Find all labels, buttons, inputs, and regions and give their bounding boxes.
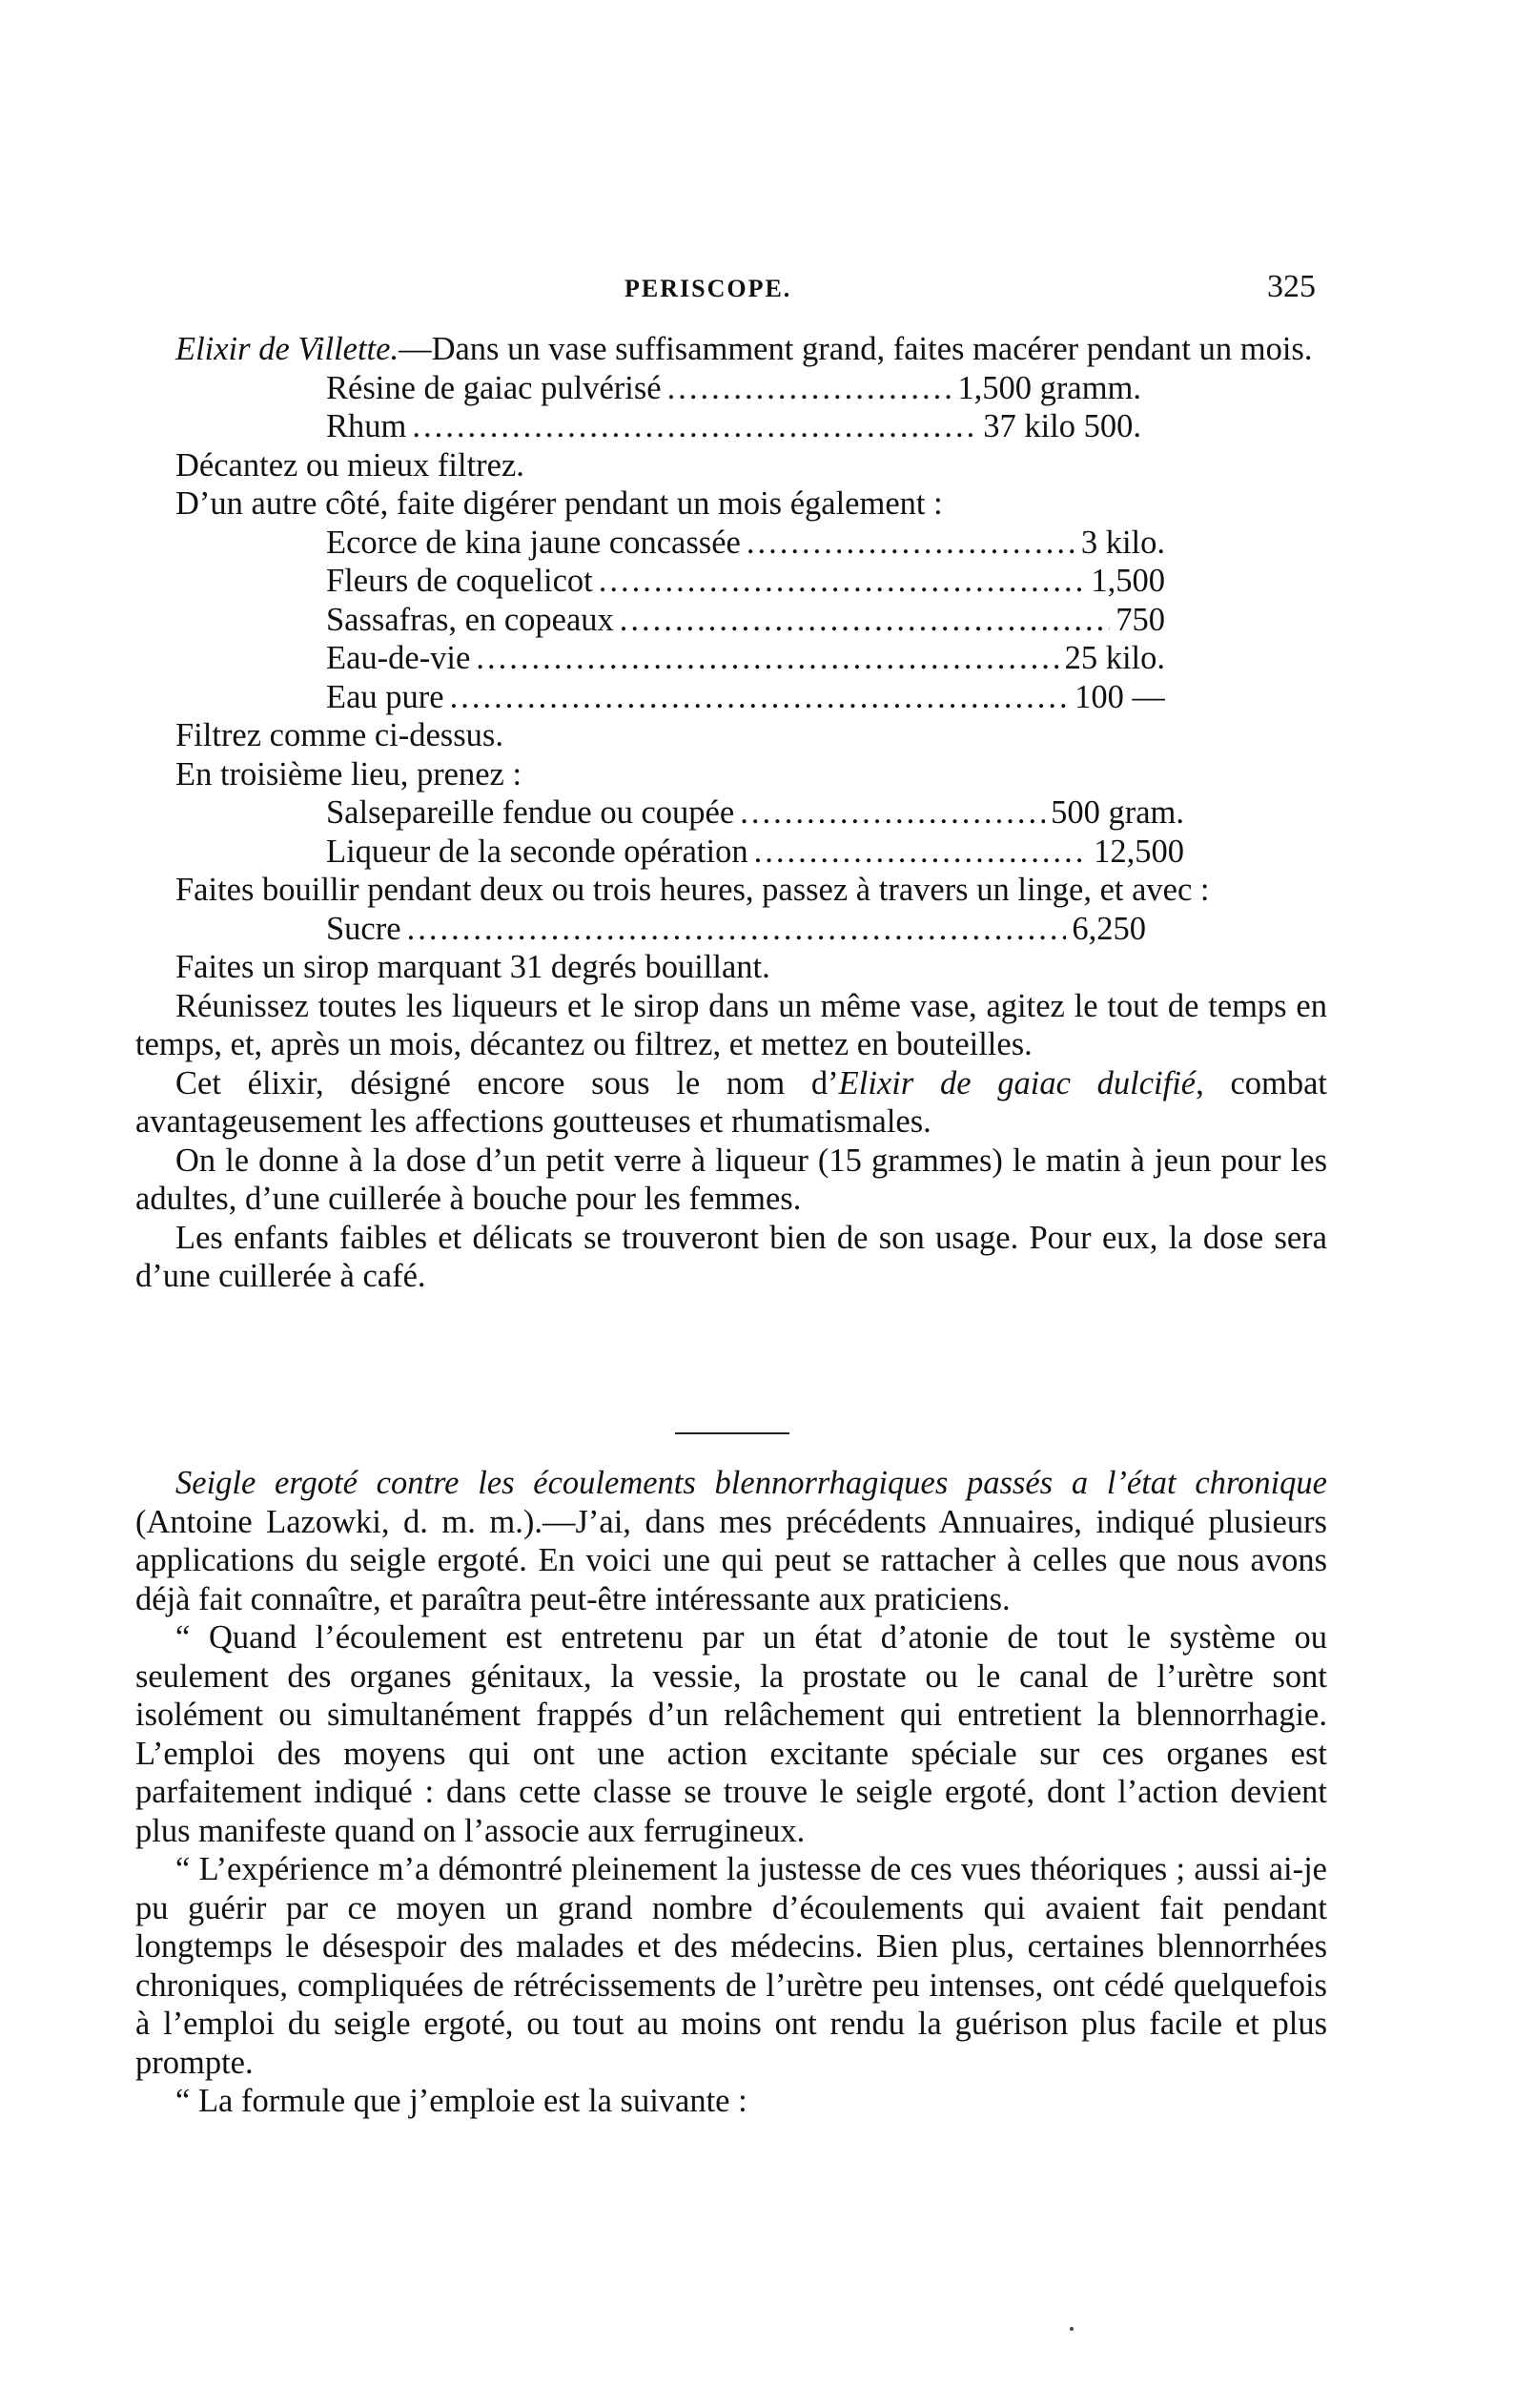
quote-paragraph-2: “ L’expérience m’a démontré pleinement la justesse de ces vues théoriques ; aussi ai-je pu guérir par ce moyen un grand nombre d’écoulements qui avaient fait pendant longtemps le désespoir des malades et des médecins. Bien plus, certaines blennorrhées chroniques, compliquées de rétrécissements de l’urètre peu intenses, ont cédé quelquefois à l’emploi du seigle ergoté, ou tout au moins ont rendu la guérison plus facile et plus prompte. [135,1851,1327,2081]
ingredient-quantity: 100 — [1074,678,1165,715]
page-speck [1070,2327,1074,2331]
ingredient-row [326,833,1184,872]
ingredient-name: Résine de gaiac pulvérisé [326,369,662,406]
seigle-intro [135,1464,1327,1618]
leader-dots [412,407,977,446]
ingredient-list-1 [326,369,1141,446]
running-title: PERISCOPE. [624,275,792,302]
ingredient-list-3 [326,793,1184,871]
page-header [157,269,1316,307]
section-seigle [135,1464,1327,2121]
digest-line: D’un autre côté, faite digérer pendant un mois également : [175,485,943,522]
leader-dots [754,833,1089,872]
ingredient-row [326,407,1141,446]
elixir-intro [135,330,1327,369]
ingredient-row [326,524,1165,563]
ingredient-quantity: 6,250 [1072,910,1146,947]
ingredient-row [326,910,1146,949]
leader-dots [620,601,1110,640]
filter-line: Filtrez comme ci-dessus. [175,717,503,753]
ingredient-name: Eau-de-vie [326,640,471,676]
ingredient-quantity: 3 kilo. [1080,524,1165,561]
section-divider [675,1432,789,1434]
elixir-alt-name: Elixir de gaiac dulcifié [838,1064,1197,1101]
boil-paragraph: Faites bouillir pendant deux ou trois heures, passez à travers un linge, et avec : [175,872,1210,908]
leader-dots [740,793,1045,833]
ingredient-list-4 [326,910,1146,949]
dose-paragraph: On le donne à la dose d’un petit verre à liqueur (15 grammes) le matin à jeun pour les adultes, d’une cuillerée à bouche pour les femmes. [135,1142,1327,1217]
ingredient-name: Eau pure [326,678,444,715]
ingredient-quantity: 750 [1115,601,1165,638]
ingredient-list-2 [326,524,1165,717]
ingredient-row [326,601,1165,640]
leader-dots [667,369,952,408]
leader-dots [407,910,1067,949]
ingredient-row [326,639,1165,678]
elixir-usage-pre: Cet élixir, désigné encore sous le nom d’ [175,1064,839,1101]
ingredient-name: Ecorce de kina jaune concassée [326,524,741,561]
elixir-title: Elixir de Villette. [175,331,399,367]
seigle-title: Seigle ergoté contre les écoulements blennorrhagiques passés a l’état chronique [175,1465,1327,1501]
leader-dots [599,562,1086,601]
ingredient-quantity: 25 kilo. [1064,640,1165,676]
elixir-usage-post: , combat avantageusement les affections goutteuses et rhumatismales. [135,1064,1327,1140]
elixir-intro-text: —Dans un vase suffisamment grand, faites macérer pendant un mois. [399,331,1313,367]
seigle-intro-text: (Antoine Lazowki, d. m. m.).—J’ai, dans mes précédents Annuaires, indiqué plusieurs applications du seigle ergoté. En voici une qui peut se rattacher à celles que nous avons déjà fait connaître, et paraîtra peut-être intéressante aux praticiens. [135,1503,1327,1617]
decant-line: Décantez ou mieux filtrez. [175,446,524,484]
ingredient-quantity: 37 kilo 500. [983,408,1141,444]
ingredient-name: Rhum [326,408,407,444]
combine-paragraph: Réunissez toutes les liqueurs et le sirop dans un même vase, agitez le tout de temps en temps, et, après un mois, décantez ou filtrez, et mettez en bouteilles. [135,987,1327,1062]
leader-dots [747,524,1075,563]
leader-dots [450,678,1070,717]
children-paragraph: Les enfants faibles et délicats se trouveront bien de son usage. Pour eux, la dose sera d’une cuillerée à café. [135,1219,1327,1294]
ingredient-quantity: 1,500 gramm. [957,369,1141,406]
ingredient-name: Liqueur de la seconde opération [326,833,748,870]
quote-paragraph-1: “ Quand l’écoulement est entretenu par un état d’atonie de tout le système ou seulement des organes génitaux, la vessie, la prostate ou le canal de l’urètre sont isolément ou simultanément frappés d’un relâchement qui entretient la blennorrhagie. L’emploi des moyens qui ont une action excitante spéciale sur ces organes est parfaitement indiqué : dans cette classe se trouve le seigle ergoté, dont l’action devient plus manifeste quand on l’associe aux ferrugineux. [135,1619,1327,1849]
syrup-line: Faites un sirop marquant 31 degrés bouillant. [175,949,770,985]
ingredient-quantity: 12,500 [1094,833,1184,870]
ingredient-quantity: 1,500 [1091,563,1165,599]
ingredient-row [326,562,1165,601]
ingredient-row [326,793,1184,833]
page-number: 325 [1267,269,1316,304]
third-step-line: En troisième lieu, prenez : [175,755,522,792]
ingredient-name: Sucre [326,910,401,947]
quote-paragraph-3: “ La formule que j’emploie est la suivante : [175,2083,747,2119]
leader-dots [476,639,1058,678]
elixir-usage-paragraph [135,1064,1327,1142]
ingredient-name: Salsepareille fendue ou coupée [326,794,735,831]
ingredient-row [326,369,1141,408]
ingredient-row [326,678,1165,717]
ingredient-quantity: 500 gram. [1051,794,1184,831]
ingredient-name: Fleurs de coquelicot [326,563,593,599]
section-elixir [135,330,1327,1296]
ingredient-name: Sassafras, en copeaux [326,601,614,638]
